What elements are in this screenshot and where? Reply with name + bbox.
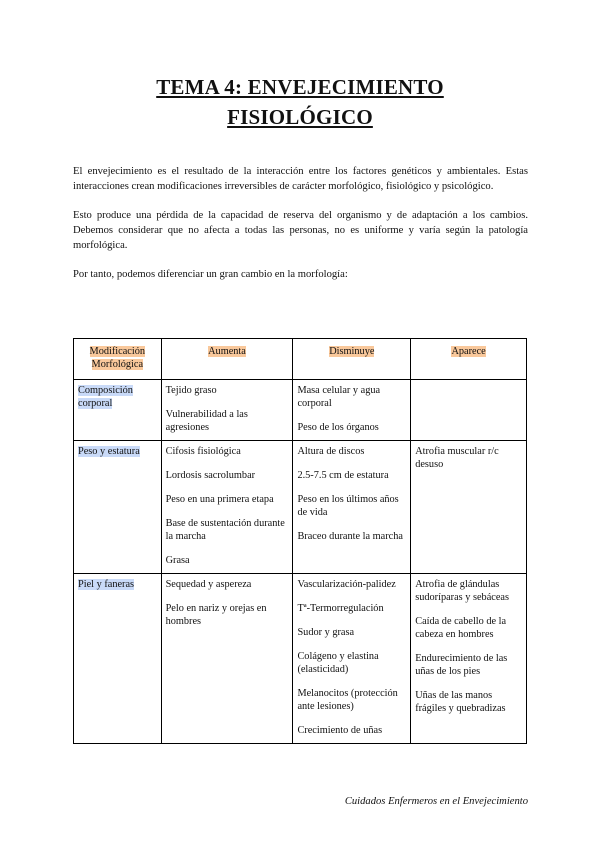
row-label: Piel y faneras xyxy=(78,579,135,590)
disminuye-item: Vascularización-palidez xyxy=(297,579,396,590)
disminuye-item: Altura de discos xyxy=(297,446,365,457)
disminuye-item: Peso en los últimos años de vida xyxy=(297,494,399,518)
header-aumenta-label: Aumenta xyxy=(208,346,246,357)
disminuye-item: Masa celular y agua corporal xyxy=(297,385,381,409)
aumenta-item: Base de sustentación durante la marcha xyxy=(165,518,285,542)
header-aparece-label: Aparece xyxy=(451,346,486,357)
page-footer: Cuidados Enfermeros en el Envejecimiento xyxy=(344,796,528,807)
paragraph-intro: El envejecimiento es el resultado de la interacción entre los factores genéticos y ambientales. Estas interacciones crean modificaciones irreversibles de carácter morfológico, fisiológico y psicológico. xyxy=(73,166,528,192)
table-row xyxy=(74,574,527,744)
row-label-cell xyxy=(74,380,162,441)
aumenta-item: Tejido graso xyxy=(165,385,217,396)
header-modificacion xyxy=(74,339,162,380)
aparece-cell xyxy=(411,441,527,574)
table-body xyxy=(74,380,527,744)
aumenta-item: Sequedad y aspereza xyxy=(165,579,252,590)
aumenta-item: Lordosis sacrolumbar xyxy=(165,470,256,481)
header-aumenta xyxy=(161,339,293,380)
aumenta-item: Grasa xyxy=(165,555,190,566)
morphology-table xyxy=(73,338,527,744)
aparece-cell xyxy=(411,574,527,744)
disminuye-item: Braceo durante la marcha xyxy=(297,531,403,542)
table-row xyxy=(74,441,527,574)
disminuye-cell xyxy=(293,441,411,574)
disminuye-item: Colágeno y elastina (elasticidad) xyxy=(297,651,379,675)
disminuye-item: 2.5-7.5 cm de estatura xyxy=(297,470,389,481)
disminuye-cell xyxy=(293,380,411,441)
header-aparece xyxy=(411,339,527,380)
aparece-item: Caída de cabello de la cabeza en hombres xyxy=(415,616,507,640)
row-label: Composición corporal xyxy=(78,385,133,409)
page-title xyxy=(0,72,600,132)
title-line-1: TEMA 4: ENVEJECIMIENTO xyxy=(156,75,444,99)
disminuye-item: Crecimiento de uñas xyxy=(297,725,383,736)
header-disminuye-label: Disminuye xyxy=(329,346,375,357)
row-label: Peso y estatura xyxy=(78,446,140,457)
title-line-2: FISIOLÓGICO xyxy=(227,105,373,129)
paragraph-reserve: Esto produce una pérdida de la capacidad de reserva del organismo y de adaptación a los cambios. Debemos considerar que no afecta a todas las personas, no es uniforme y varía según la patología morfológica. xyxy=(73,210,528,251)
disminuye-item: Melanocitos (protección ante lesiones) xyxy=(297,688,398,712)
aparece-item: Atrofia de glándulas sudoríparas y sebáceas xyxy=(415,579,509,603)
aumenta-item: Pelo en nariz y orejas en hombres xyxy=(165,603,267,627)
aparece-item: Atrofia muscular r/c desuso xyxy=(415,446,499,470)
aparece-cell xyxy=(411,380,527,441)
header-modificacion-line1: Modificación xyxy=(89,346,146,357)
header-disminuye xyxy=(293,339,411,380)
aumenta-item: Cifosis fisiológica xyxy=(165,446,241,457)
disminuye-item: Peso de los órganos xyxy=(297,422,379,433)
aumenta-cell xyxy=(161,441,293,574)
aumenta-cell xyxy=(161,574,293,744)
table-row xyxy=(74,380,527,441)
disminuye-item: Tª-Termorregulación xyxy=(297,603,384,614)
header-modificacion-line2: Morfológica xyxy=(91,359,144,370)
aparece-item: Uñas de las manos frágiles y quebradizas xyxy=(415,690,506,714)
aumenta-cell xyxy=(161,380,293,441)
table-header-row xyxy=(74,339,527,380)
paragraph-lead-in: Por tanto, podemos diferenciar un gran cambio en la morfología: xyxy=(73,269,348,280)
aparece-item: Endurecimiento de las uñas de los pies xyxy=(415,653,508,677)
row-label-cell xyxy=(74,441,162,574)
aumenta-item: Peso en una primera etapa xyxy=(165,494,274,505)
row-label-cell xyxy=(74,574,162,744)
disminuye-item: Sudor y grasa xyxy=(297,627,355,638)
aumenta-item: Vulnerabilidad a las agresiones xyxy=(165,409,248,433)
disminuye-cell xyxy=(293,574,411,744)
